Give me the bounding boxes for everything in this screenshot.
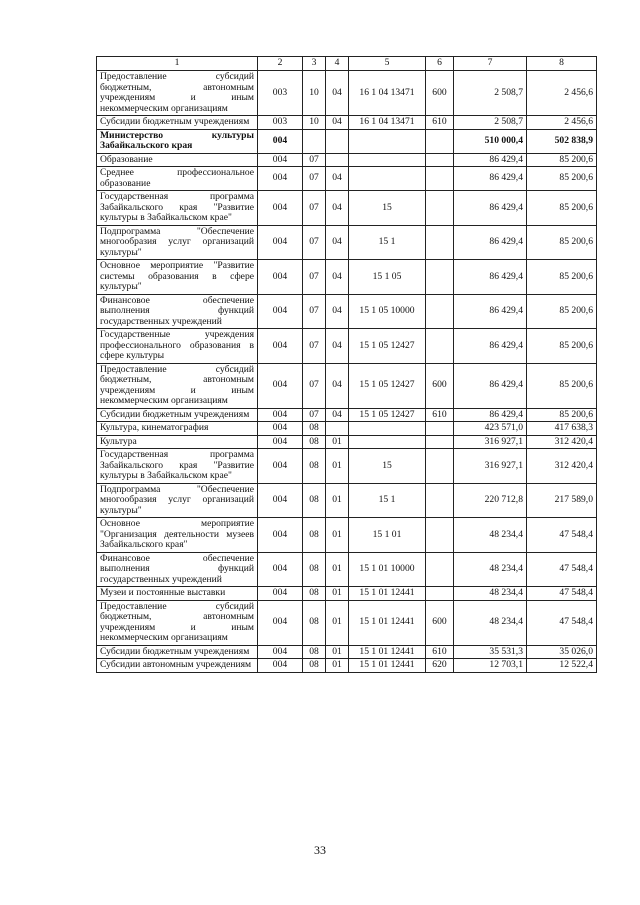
ministry-code-cell: 004 xyxy=(258,191,303,226)
section-code-cell: 08 xyxy=(303,587,326,601)
budget-table xyxy=(96,56,597,673)
table-row xyxy=(97,260,597,295)
amount-col8-cell: 85 200,6 xyxy=(527,225,597,260)
table-row xyxy=(97,167,597,191)
section-code-cell: 08 xyxy=(303,483,326,518)
target-article-cell: 15 1 05 12427 xyxy=(349,329,426,364)
expense-type-cell xyxy=(426,518,454,553)
subsection-code-cell: 01 xyxy=(326,600,349,645)
header-cell: 1 xyxy=(97,57,258,71)
subsection-code-cell: 01 xyxy=(326,587,349,601)
page-number: 33 xyxy=(314,843,326,857)
section-code-cell: 08 xyxy=(303,600,326,645)
expense-type-cell: 610 xyxy=(426,116,454,130)
header-cell: 8 xyxy=(527,57,597,71)
amount-col7-cell: 12 703,1 xyxy=(454,659,527,673)
amount-col8-cell: 85 200,6 xyxy=(527,363,597,408)
ministry-code-cell: 004 xyxy=(258,518,303,553)
row-name-cell: Субсидии бюджетным учреждениям xyxy=(97,408,258,422)
amount-col8-cell: 47 548,4 xyxy=(527,518,597,553)
row-name-cell: Субсидии бюджетным учреждениям xyxy=(97,116,258,130)
expense-type-cell xyxy=(426,167,454,191)
subsection-code-cell: 01 xyxy=(326,449,349,484)
target-article-cell: 16 1 04 13471 xyxy=(349,71,426,116)
amount-col8-cell: 312 420,4 xyxy=(527,449,597,484)
subsection-code-cell: 01 xyxy=(326,518,349,553)
target-article-cell: 15 1 xyxy=(349,225,426,260)
ministry-code-cell: 004 xyxy=(258,449,303,484)
amount-col8-cell: 85 200,6 xyxy=(527,294,597,329)
section-code-cell xyxy=(303,129,326,153)
amount-col7-cell: 2 508,7 xyxy=(454,116,527,130)
ministry-code-cell: 004 xyxy=(258,552,303,587)
target-article-cell: 15 1 01 10000 xyxy=(349,552,426,587)
table-row xyxy=(97,552,597,587)
amount-col7-cell: 35 531,3 xyxy=(454,645,527,659)
ministry-code-cell: 004 xyxy=(258,329,303,364)
subsection-code-cell: 04 xyxy=(326,329,349,364)
expense-type-cell: 600 xyxy=(426,363,454,408)
subsection-code-cell: 01 xyxy=(326,659,349,673)
row-name-cell: Предоставление субсидий бюджетным, автономным учреждениям и иным некоммерческим организациям xyxy=(97,363,258,408)
subsection-code-cell: 04 xyxy=(326,363,349,408)
target-article-cell xyxy=(349,129,426,153)
target-article-cell: 15 1 01 12441 xyxy=(349,645,426,659)
subsection-code-cell: 04 xyxy=(326,294,349,329)
subsection-code-cell xyxy=(326,153,349,167)
row-name-cell: Основное мероприятие "Организация деятельности музеев Забайкальского края" xyxy=(97,518,258,553)
section-code-cell: 08 xyxy=(303,645,326,659)
table-row xyxy=(97,71,597,116)
ministry-code-cell: 004 xyxy=(258,483,303,518)
section-code-cell: 08 xyxy=(303,518,326,553)
subsection-code-cell: 04 xyxy=(326,116,349,130)
amount-col8-cell: 47 548,4 xyxy=(527,587,597,601)
ministry-code-cell: 003 xyxy=(258,116,303,130)
ministry-code-cell: 004 xyxy=(258,408,303,422)
amount-col7-cell: 86 429,4 xyxy=(454,408,527,422)
row-name-cell: Министерство культуры Забайкальского края xyxy=(97,129,258,153)
amount-col7-cell: 48 234,4 xyxy=(454,552,527,587)
table-row xyxy=(97,435,597,449)
row-name-cell: Государственная программа Забайкальского края "Развитие культуры в Забайкальском крае" xyxy=(97,449,258,484)
amount-col8-cell: 85 200,6 xyxy=(527,329,597,364)
amount-col7-cell: 316 927,1 xyxy=(454,449,527,484)
amount-col7-cell: 220 712,8 xyxy=(454,483,527,518)
target-article-cell: 15 1 xyxy=(349,483,426,518)
ministry-code-cell: 003 xyxy=(258,71,303,116)
amount-col8-cell: 35 026,0 xyxy=(527,645,597,659)
target-article-cell: 15 1 01 12441 xyxy=(349,587,426,601)
expense-type-cell xyxy=(426,294,454,329)
section-code-cell: 10 xyxy=(303,116,326,130)
target-article-cell: 15 1 05 10000 xyxy=(349,294,426,329)
expense-type-cell xyxy=(426,422,454,436)
table-row xyxy=(97,645,597,659)
header-cell: 3 xyxy=(303,57,326,71)
table-row xyxy=(97,153,597,167)
amount-col8-cell: 85 200,6 xyxy=(527,260,597,295)
table-row xyxy=(97,587,597,601)
section-code-cell: 07 xyxy=(303,153,326,167)
amount-col8-cell: 502 838,9 xyxy=(527,129,597,153)
amount-col8-cell: 85 200,6 xyxy=(527,191,597,226)
ministry-code-cell: 004 xyxy=(258,422,303,436)
section-code-cell: 07 xyxy=(303,225,326,260)
budget-table-container xyxy=(96,56,596,673)
target-article-cell xyxy=(349,435,426,449)
row-name-cell: Подпрограмма "Обеспечение многообразия услуг организаций культуры" xyxy=(97,483,258,518)
expense-type-cell xyxy=(426,153,454,167)
row-name-cell: Финансовое обеспечение выполнения функций государственных учреждений xyxy=(97,294,258,329)
expense-type-cell xyxy=(426,552,454,587)
amount-col7-cell: 86 429,4 xyxy=(454,294,527,329)
row-name-cell: Культура xyxy=(97,435,258,449)
section-code-cell: 08 xyxy=(303,422,326,436)
amount-col8-cell: 312 420,4 xyxy=(527,435,597,449)
row-name-cell: Основное мероприятие "Развитие системы образования в сфере культуры" xyxy=(97,260,258,295)
section-code-cell: 07 xyxy=(303,294,326,329)
ministry-code-cell: 004 xyxy=(258,153,303,167)
section-code-cell: 07 xyxy=(303,191,326,226)
expense-type-cell xyxy=(426,435,454,449)
table-row xyxy=(97,518,597,553)
target-article-cell: 15 1 05 xyxy=(349,260,426,295)
table-row xyxy=(97,363,597,408)
header-cell: 5 xyxy=(349,57,426,71)
header-cell: 6 xyxy=(426,57,454,71)
row-name-cell: Среднее профессиональное образование xyxy=(97,167,258,191)
subsection-code-cell: 01 xyxy=(326,435,349,449)
subsection-code-cell: 01 xyxy=(326,645,349,659)
ministry-code-cell: 004 xyxy=(258,363,303,408)
ministry-code-cell: 004 xyxy=(258,225,303,260)
target-article-cell: 16 1 04 13471 xyxy=(349,116,426,130)
ministry-code-cell: 004 xyxy=(258,600,303,645)
header-cell: 7 xyxy=(454,57,527,71)
subsection-code-cell: 04 xyxy=(326,408,349,422)
row-name-cell: Предоставление субсидий бюджетным, автономным учреждениям и иным некоммерческим организациям xyxy=(97,600,258,645)
amount-col7-cell: 86 429,4 xyxy=(454,153,527,167)
expense-type-cell xyxy=(426,191,454,226)
subsection-code-cell: 04 xyxy=(326,167,349,191)
amount-col7-cell: 86 429,4 xyxy=(454,329,527,364)
table-row xyxy=(97,191,597,226)
expense-type-cell: 620 xyxy=(426,659,454,673)
row-name-cell: Образование xyxy=(97,153,258,167)
subsection-code-cell: 04 xyxy=(326,191,349,226)
subsection-code-cell xyxy=(326,129,349,153)
expense-type-cell: 610 xyxy=(426,645,454,659)
ministry-code-cell: 004 xyxy=(258,435,303,449)
subsection-code-cell: 01 xyxy=(326,552,349,587)
expense-type-cell xyxy=(426,225,454,260)
table-row xyxy=(97,483,597,518)
ministry-code-cell: 004 xyxy=(258,129,303,153)
section-code-cell: 07 xyxy=(303,363,326,408)
target-article-cell: 15 1 05 12427 xyxy=(349,408,426,422)
subsection-code-cell: 04 xyxy=(326,260,349,295)
amount-col8-cell: 2 456,6 xyxy=(527,116,597,130)
section-code-cell: 07 xyxy=(303,260,326,295)
expense-type-cell xyxy=(426,449,454,484)
header-cell: 2 xyxy=(258,57,303,71)
section-code-cell: 10 xyxy=(303,71,326,116)
target-article-cell xyxy=(349,153,426,167)
expense-type-cell: 600 xyxy=(426,600,454,645)
section-code-cell: 07 xyxy=(303,408,326,422)
row-name-cell: Субсидии автономным учреждениям xyxy=(97,659,258,673)
row-name-cell: Подпрограмма "Обеспечение многообразия услуг организаций культуры" xyxy=(97,225,258,260)
subsection-code-cell: 01 xyxy=(326,483,349,518)
amount-col8-cell: 217 589,0 xyxy=(527,483,597,518)
table-row xyxy=(97,129,597,153)
row-name-cell: Государственная программа Забайкальского края "Развитие культуры в Забайкальском крае" xyxy=(97,191,258,226)
ministry-code-cell: 004 xyxy=(258,659,303,673)
target-article-cell: 15 1 01 12441 xyxy=(349,659,426,673)
row-name-cell: Предоставление субсидий бюджетным, автономным учреждениям и иным некоммерческим организациям xyxy=(97,71,258,116)
ministry-code-cell: 004 xyxy=(258,260,303,295)
table-row xyxy=(97,294,597,329)
table-row xyxy=(97,449,597,484)
amount-col8-cell: 47 548,4 xyxy=(527,600,597,645)
amount-col7-cell: 86 429,4 xyxy=(454,260,527,295)
expense-type-cell xyxy=(426,483,454,518)
amount-col7-cell: 316 927,1 xyxy=(454,435,527,449)
table-row xyxy=(97,600,597,645)
table-row xyxy=(97,225,597,260)
row-name-cell: Финансовое обеспечение выполнения функций государственных учреждений xyxy=(97,552,258,587)
row-name-cell: Культура, кинематография xyxy=(97,422,258,436)
amount-col8-cell: 85 200,6 xyxy=(527,153,597,167)
target-article-cell: 15 xyxy=(349,449,426,484)
amount-col7-cell: 48 234,4 xyxy=(454,587,527,601)
expense-type-cell xyxy=(426,260,454,295)
section-code-cell: 08 xyxy=(303,449,326,484)
header-cell: 4 xyxy=(326,57,349,71)
amount-col8-cell: 85 200,6 xyxy=(527,408,597,422)
expense-type-cell: 610 xyxy=(426,408,454,422)
subsection-code-cell: 04 xyxy=(326,225,349,260)
ministry-code-cell: 004 xyxy=(258,587,303,601)
row-name-cell: Музеи и постоянные выставки xyxy=(97,587,258,601)
target-article-cell: 15 1 01 12441 xyxy=(349,600,426,645)
target-article-cell xyxy=(349,167,426,191)
amount-col7-cell: 2 508,7 xyxy=(454,71,527,116)
amount-col7-cell: 86 429,4 xyxy=(454,167,527,191)
amount-col7-cell: 48 234,4 xyxy=(454,600,527,645)
amount-col7-cell: 423 571,0 xyxy=(454,422,527,436)
amount-col8-cell: 417 638,3 xyxy=(527,422,597,436)
expense-type-cell xyxy=(426,129,454,153)
ministry-code-cell: 004 xyxy=(258,167,303,191)
section-code-cell: 08 xyxy=(303,435,326,449)
section-code-cell: 07 xyxy=(303,167,326,191)
amount-col7-cell: 86 429,4 xyxy=(454,191,527,226)
table-header-row xyxy=(97,57,597,71)
amount-col8-cell: 47 548,4 xyxy=(527,552,597,587)
amount-col7-cell: 86 429,4 xyxy=(454,225,527,260)
amount-col7-cell: 86 429,4 xyxy=(454,363,527,408)
row-name-cell: Субсидии бюджетным учреждениям xyxy=(97,645,258,659)
row-name-cell: Государственные учреждения профессионального образования в сфере культуры xyxy=(97,329,258,364)
expense-type-cell xyxy=(426,587,454,601)
section-code-cell: 08 xyxy=(303,659,326,673)
amount-col8-cell: 12 522,4 xyxy=(527,659,597,673)
expense-type-cell xyxy=(426,329,454,364)
target-article-cell: 15 xyxy=(349,191,426,226)
ministry-code-cell: 004 xyxy=(258,294,303,329)
amount-col8-cell: 2 456,6 xyxy=(527,71,597,116)
section-code-cell: 08 xyxy=(303,552,326,587)
table-row xyxy=(97,422,597,436)
amount-col8-cell: 85 200,6 xyxy=(527,167,597,191)
amount-col7-cell: 510 000,4 xyxy=(454,129,527,153)
subsection-code-cell: 04 xyxy=(326,71,349,116)
table-row xyxy=(97,329,597,364)
amount-col7-cell: 48 234,4 xyxy=(454,518,527,553)
table-row xyxy=(97,408,597,422)
target-article-cell: 15 1 05 12427 xyxy=(349,363,426,408)
table-row xyxy=(97,116,597,130)
expense-type-cell: 600 xyxy=(426,71,454,116)
section-code-cell: 07 xyxy=(303,329,326,364)
target-article-cell xyxy=(349,422,426,436)
table-row xyxy=(97,659,597,673)
ministry-code-cell: 004 xyxy=(258,645,303,659)
subsection-code-cell xyxy=(326,422,349,436)
target-article-cell: 15 1 01 xyxy=(349,518,426,553)
